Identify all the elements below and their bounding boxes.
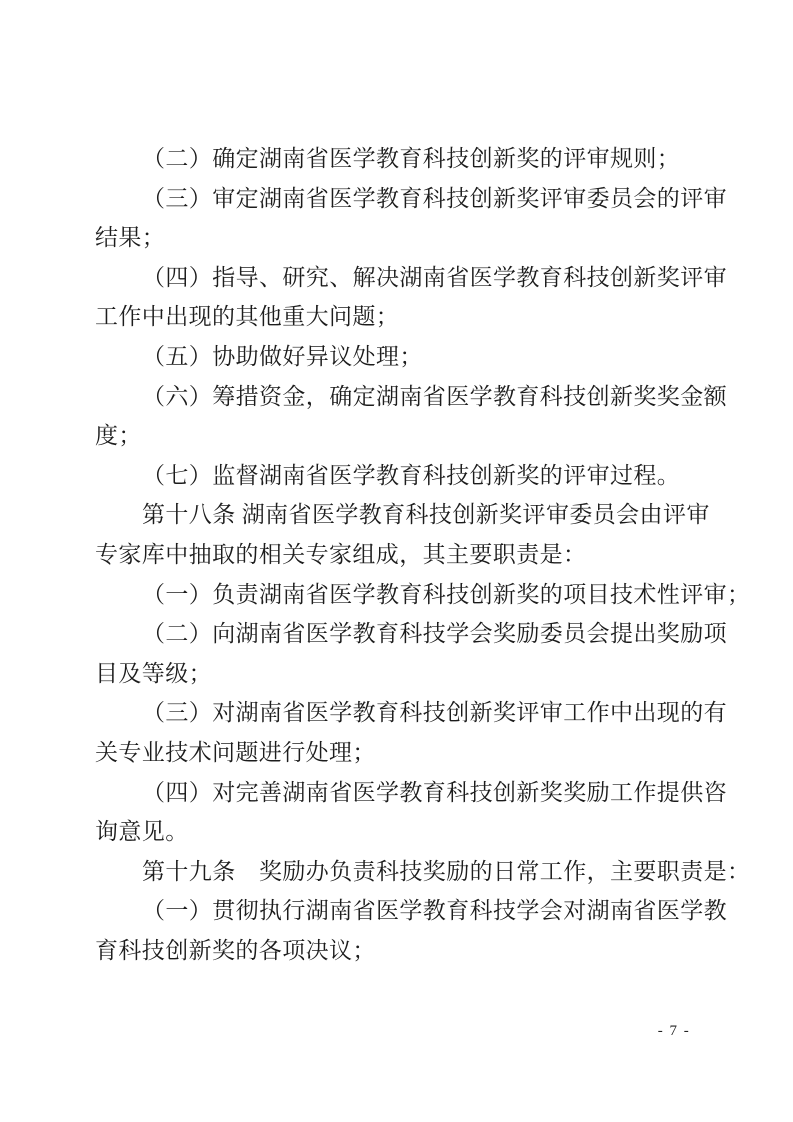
text-line: （一）贯彻执行湖南省医学教育科技学会对湖南省医学教	[142, 898, 727, 924]
page-number: - 7 -	[657, 1023, 691, 1039]
text-line: （五）协助做好异议处理；	[142, 343, 423, 369]
text-line: 专家库中抽取的相关专家组成，其主要职责是：	[95, 541, 587, 567]
text-line: 第十九条 奖励办负责科技奖励的日常工作，主要职责是：	[142, 858, 751, 884]
text-line: （二）向湖南省医学教育科技学会奖励委员会提出奖励项	[142, 621, 727, 647]
text-line: （一）负责湖南省医学教育科技创新奖的项目技术性评审；	[142, 581, 751, 607]
text-line: （七）监督湖南省医学教育科技创新奖的评审过程。	[142, 462, 681, 488]
text-line: 工作中出现的其他重大问题；	[95, 304, 400, 330]
text-line: （二）确定湖南省医学教育科技创新奖的评审规则；	[142, 146, 681, 171]
text-line: （四）对完善湖南省医学教育科技创新奖奖励工作提供咨	[142, 779, 727, 805]
document-body	[95, 139, 751, 970]
text-line: 询意见。	[95, 819, 189, 845]
text-line: 育科技创新奖的各项决议；	[95, 937, 376, 963]
text-line: （三）对湖南省医学教育科技创新奖评审工作中出现的有	[142, 700, 727, 726]
text-line: （四）指导、研究、解决湖南省医学教育科技创新奖评审	[142, 264, 727, 290]
text-line: 第十八条 湖南省医学教育科技创新奖评审委员会由评审	[142, 502, 710, 528]
text-line: （六）筹措资金，确定湖南省医学教育科技创新奖奖金额	[142, 383, 727, 409]
text-line: 关专业技术问题进行处理；	[95, 739, 376, 765]
text-line: （三）审定湖南省医学教育科技创新奖评审委员会的评审	[142, 185, 727, 211]
text-line: 目及等级；	[95, 660, 212, 686]
text-line: 结果；	[95, 225, 166, 251]
text-line: 度；	[95, 423, 142, 449]
